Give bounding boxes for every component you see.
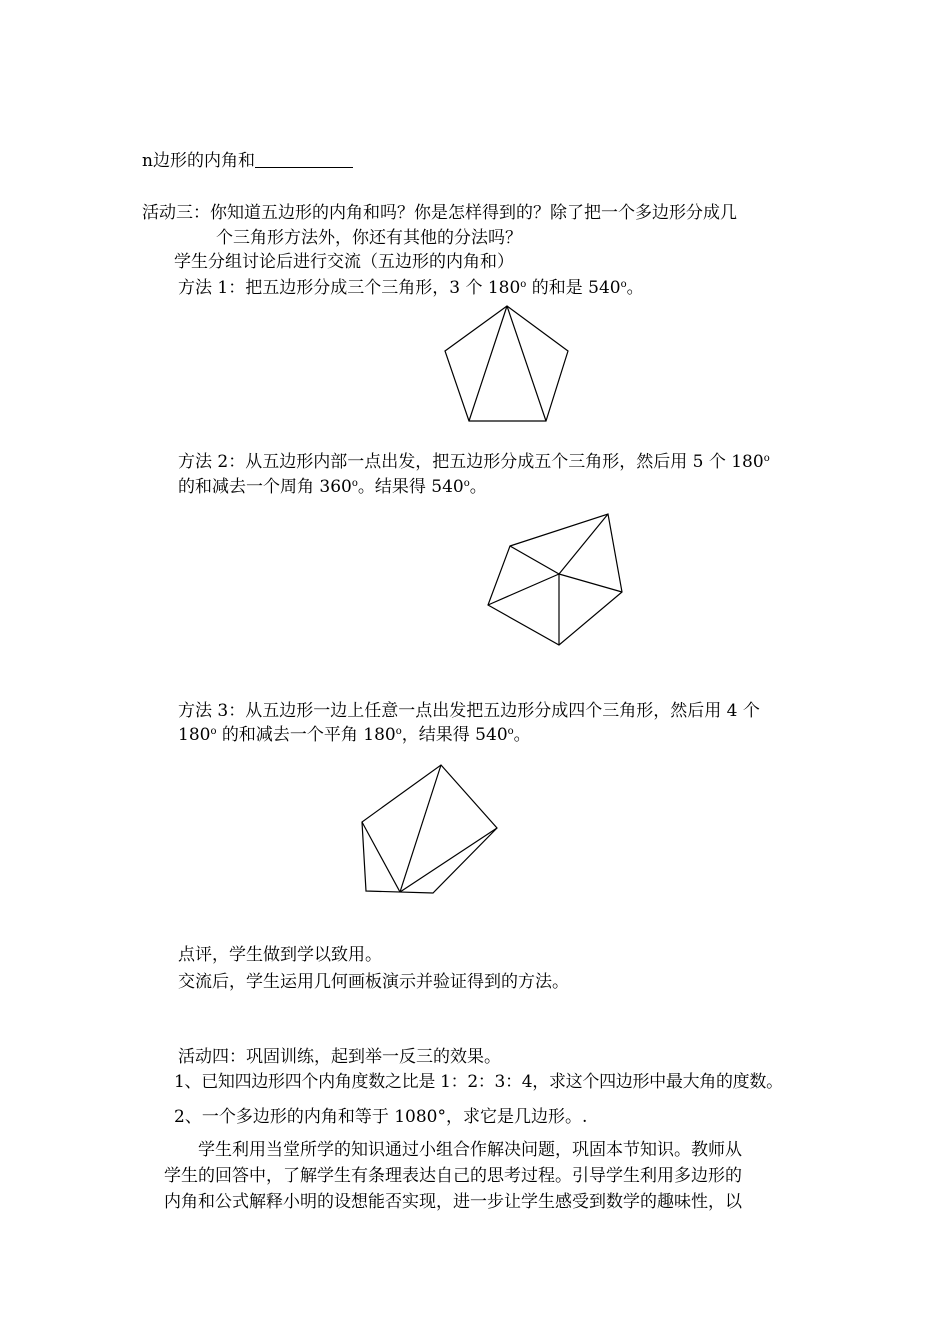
method2-line2-part-b: 。结果得 540 (357, 477, 464, 497)
degree-mark: o (763, 453, 770, 464)
degree-mark: o (351, 478, 358, 489)
method3-line1: 方法 3：从五边形一边上任意一点出发把五边形分成四个三角形，然后用 4 个 (178, 701, 760, 721)
comment-line2: 交流后，学生运用几何画板演示并验证得到的方法。 (178, 972, 569, 992)
activity3-line2: 个三角形方法外，你还有其他的分法吗？ (216, 228, 522, 248)
paragraph-line1: 学生利用当堂所学的知识通过小组合作解决问题，巩固本节知识。教师从 (198, 1140, 742, 1160)
method1-text (178, 277, 644, 299)
activity4-title: 活动四：巩固训练，起到举一反三的效果。 (178, 1047, 501, 1067)
pentagon-outline (362, 765, 497, 893)
pentagon-outline (445, 306, 568, 421)
answer-blank (255, 151, 353, 168)
method1-part-a: 方法 1：把五边形分成三个三角形，3 个 180 (178, 278, 521, 298)
method3-line2 (178, 724, 531, 746)
method1-part-c: 。 (626, 278, 644, 298)
division-line (362, 822, 400, 892)
interior-line (559, 574, 622, 592)
division-line (400, 828, 497, 892)
method3-line2-part-c: ，结果得 540 (401, 725, 508, 745)
method3-line2-part-d: 。 (513, 725, 531, 745)
diagonal-line (469, 306, 507, 421)
paragraph-line3: 内角和公式解释小明的设想能否实现，进一步让学生感受到数学的趣味性，以 (164, 1192, 742, 1212)
interior-line (488, 574, 559, 605)
method2-line2-part-a: 的和减去一个周角 360 (178, 477, 352, 497)
degree-mark: o (507, 726, 514, 737)
activity3-discussion: 学生分组讨论后进行交流（五边形的内角和） (174, 252, 514, 272)
method2-line1-text: 方法 2：从五边形内部一点出发，把五边形分成五个三角形，然后用 5 个 180 (178, 452, 764, 472)
method3-line2-part-a: 180 (178, 725, 211, 745)
pentagon-outline (488, 514, 622, 645)
degree-mark: o (463, 478, 470, 489)
method1-part-b: 的和是 540 (526, 278, 621, 298)
method2-line1 (178, 451, 770, 473)
division-line (400, 765, 441, 892)
paragraph-line2: 学生的回答中，了解学生有条理表达自己的思考过程。引导学生利用多边形的 (164, 1166, 742, 1186)
heading-text: n边形的内角和 (142, 151, 255, 171)
degree-mark: o (395, 726, 402, 737)
interior-line (510, 546, 559, 574)
degree-mark: o (620, 279, 627, 290)
degree-mark: o (520, 279, 527, 290)
activity3-line1: 活动三：你知道五边形的内角和吗？你是怎样得到的？除了把一个多边形分成几 (142, 203, 737, 223)
exercise-2: 2、一个多边形的内角和等于 1080°，求它是几边形。. (174, 1107, 588, 1127)
exercise-1: 1、已知四边形四个内角度数之比是 1：2：3：4，求这个四边形中最大角的度数。 (174, 1072, 783, 1092)
method2-line2-part-c: 。 (469, 477, 487, 497)
degree-mark: o (210, 726, 217, 737)
method3-line2-part-b: 的和减去一个平角 180 (216, 725, 396, 745)
diagonal-line (507, 306, 546, 421)
comment-line1: 点评，学生做到学以致用。 (178, 945, 382, 965)
interior-line (559, 514, 608, 574)
method2-line2 (178, 476, 487, 498)
heading-line (142, 150, 353, 172)
